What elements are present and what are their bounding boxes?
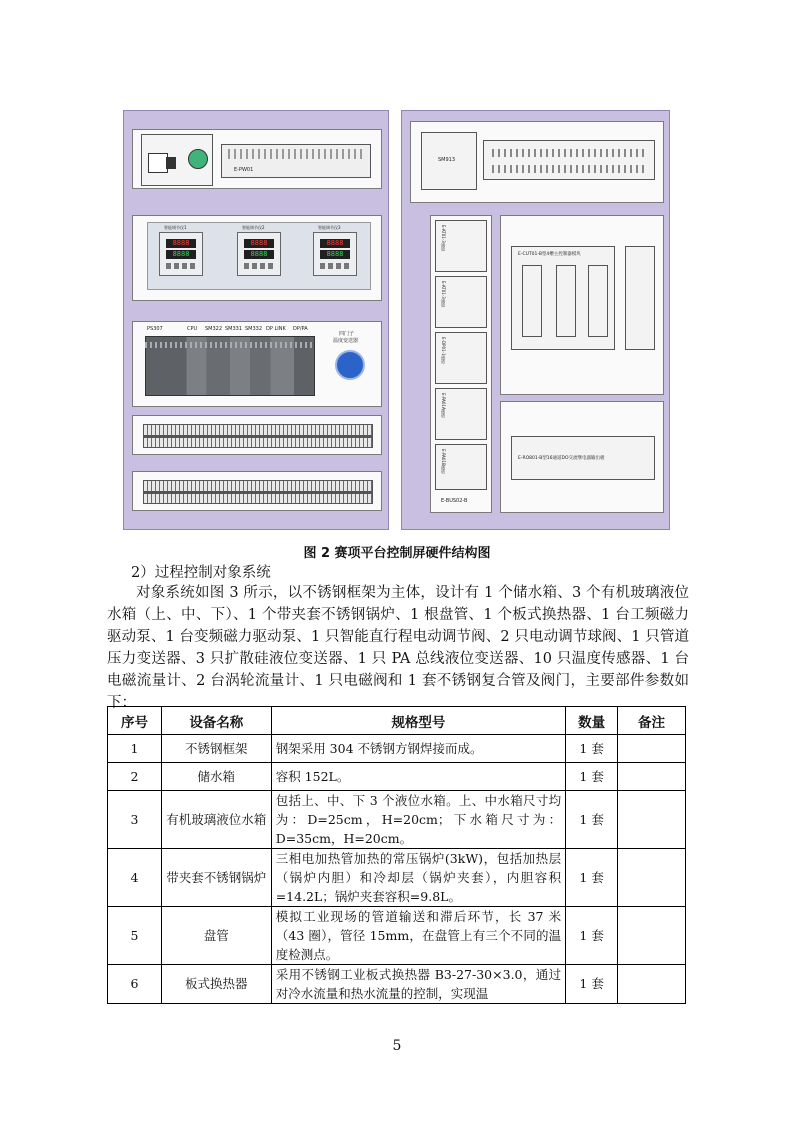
- cell-no: 1: [108, 735, 162, 763]
- cell-spec: 容积 152L。: [271, 763, 565, 791]
- temperature-controller-2: 智能调节仪2 8888 8888: [237, 232, 281, 276]
- cell-qty: 1 套: [566, 735, 618, 763]
- plc-label-ps307: PS307: [147, 326, 163, 332]
- cell-no: 2: [108, 763, 162, 791]
- sm913-label: SM913: [438, 157, 456, 163]
- io-module-pa-a: E-PA01A通道: [435, 388, 487, 440]
- plc-slot: [132, 321, 382, 407]
- transmitter-label-brand: 四门子: [339, 331, 355, 337]
- cell-note: [618, 849, 686, 907]
- breaker-switch: [166, 157, 176, 169]
- right-control-panel: [401, 110, 670, 530]
- cell-qty: 1 套: [566, 849, 618, 907]
- table-row: [108, 791, 686, 849]
- header-name: 设备名称: [161, 707, 271, 735]
- breaker-box: [141, 134, 213, 186]
- plc-label-dplink: DP LINK: [266, 326, 286, 332]
- plc-rack-stripes: [145, 342, 313, 348]
- cell-note: [618, 735, 686, 763]
- cell-name: 板式换热器: [161, 965, 271, 1004]
- page-number: 5: [392, 1038, 402, 1054]
- header-spec: 规格型号: [271, 707, 565, 735]
- left-control-panel: [123, 110, 389, 530]
- cell-spec: 包括上、中、下 3 个液位水箱。上、中水箱尺寸均为：D=25cm，H=20cm；下水箱尺寸为：D=35cm，H=20cm。: [271, 791, 565, 849]
- sm913-module: [421, 132, 477, 190]
- io-module-ai1: E-AT01-3通道: [435, 220, 487, 272]
- cell-note: [618, 791, 686, 849]
- cell-qty: 1 套: [566, 791, 618, 849]
- io-module-column: [430, 215, 492, 513]
- cell-note: [618, 965, 686, 1004]
- temperature-controller-3: 智能调节仪3 8888 8888: [313, 232, 357, 276]
- temperature-controller-1: 智能调节仪1 8888 8888: [159, 232, 203, 276]
- header-note: 备注: [618, 707, 686, 735]
- io-module-dp: E-DP01-1通道: [435, 332, 487, 384]
- cut01-module: [511, 246, 615, 350]
- io-module-pa-b: E-PA01B通道: [435, 444, 487, 490]
- breaker-switch: [148, 153, 168, 173]
- table-row: [108, 849, 686, 907]
- power-distribution-module: [221, 144, 371, 178]
- indicator-lamp: [188, 149, 208, 169]
- plc-label-dppa: DP/PA: [293, 326, 308, 332]
- cell-spec: 采用不锈钢工业板式换热器 B3-27-30×3.0，通过对冷水流量和热水流量的控制，实现温: [271, 965, 565, 1004]
- plc-label-sm322: SM322: [205, 326, 223, 332]
- cell-no: 6: [108, 965, 162, 1004]
- table-row: [108, 735, 686, 763]
- relay-module-label: E-RO801-B型16通道DO交流继电器输出板: [518, 456, 605, 461]
- table-row: [108, 763, 686, 791]
- plc-label-sm331: SM331: [225, 326, 243, 332]
- bus-module-label: E-BUS02-B: [441, 498, 468, 504]
- table-row: [108, 965, 686, 1004]
- terminal-slot-2: [132, 471, 382, 511]
- cell-spec: 钢架采用 304 不锈钢方钢焊接而成。: [271, 735, 565, 763]
- figure-caption: 图 2 赛项平台控制屏硬件结构图: [303, 546, 491, 561]
- table-header-row: [108, 707, 686, 735]
- pw21-module: [625, 246, 655, 350]
- terminal-slot-1: [132, 415, 382, 455]
- cell-spec: 模拟工业现场的管道输送和滞后环节，长 37 米（43 圈），管径 15mm，在盘管上有三个不同的温度检测点。: [271, 907, 565, 965]
- power-module-label: E-PW01: [234, 167, 254, 173]
- cell-name: 有机玻璃液位水箱: [161, 791, 271, 849]
- cell-spec: 三相电加热管加热的常压锅炉(3kW)，包括加热层（锅炉内胆）和冷却层（锅炉夹套），内胆容积=14.2L；锅炉夹套容积=9.8L。: [271, 849, 565, 907]
- header-qty: 数量: [566, 707, 618, 735]
- bus-power-slot: [410, 121, 664, 203]
- controller-slot: [132, 215, 382, 301]
- cell-qty: 1 套: [566, 763, 618, 791]
- body-paragraph: 对象系统如图 3 所示，以不锈钢框架为主体，设计有 1 个储水箱、3 个有机玻璃液位水箱（上、中、下）、1 个带夹套不锈钢锅炉、1 根盘管、1 个板式换热器、1 台工频磁力驱动泵、1 台变频磁力驱动泵、1 只智能直行程电动调节阀、2 只电动调节球阀、1 只管道压力变送器、3 只扩散硅液位变送器、1 只 PA 总线液位变送器、10 只温度传感器、1 台电磁流量计、2 台涡轮流量计、1 只电磁阀和 1 套不锈钢复合管及阀门，主要部件参数如下：: [107, 585, 689, 711]
- main-controller-slot: [500, 215, 664, 395]
- hardware-structure-figure: [123, 110, 670, 530]
- io-module-ai2: E-AT01-3通道: [435, 276, 487, 328]
- cell-name: 储水箱: [161, 763, 271, 791]
- cell-name: 带夹套不锈钢锅炉: [161, 849, 271, 907]
- temperature-transmitter-icon: [335, 350, 365, 380]
- cell-name: 不锈钢框架: [161, 735, 271, 763]
- section-heading: 2）过程控制对象系统: [131, 565, 271, 581]
- cell-note: [618, 907, 686, 965]
- cell-no: 5: [108, 907, 162, 965]
- terminal-block-1: [143, 424, 373, 448]
- cut01-label: E-CUT01-B型4槽主控制器模块: [518, 252, 581, 257]
- table-row: [108, 907, 686, 965]
- plc-label-sm332: SM332: [245, 326, 263, 332]
- cell-qty: 1 套: [566, 965, 618, 1004]
- cell-no: 3: [108, 791, 162, 849]
- plc-label-cpu: CPU: [187, 326, 198, 332]
- terminal-block-2: [143, 480, 373, 504]
- cell-no: 4: [108, 849, 162, 907]
- component-spec-table: [107, 706, 686, 1004]
- distribution-module: [483, 140, 655, 180]
- cell-qty: 1 套: [566, 907, 618, 965]
- cell-note: [618, 763, 686, 791]
- transmitter-label-name: 温度变送器: [333, 338, 359, 344]
- power-slot: [132, 129, 382, 189]
- cell-name: 盘管: [161, 907, 271, 965]
- relay-output-module: [511, 436, 655, 480]
- header-no: 序号: [108, 707, 162, 735]
- relay-slot: [500, 401, 664, 513]
